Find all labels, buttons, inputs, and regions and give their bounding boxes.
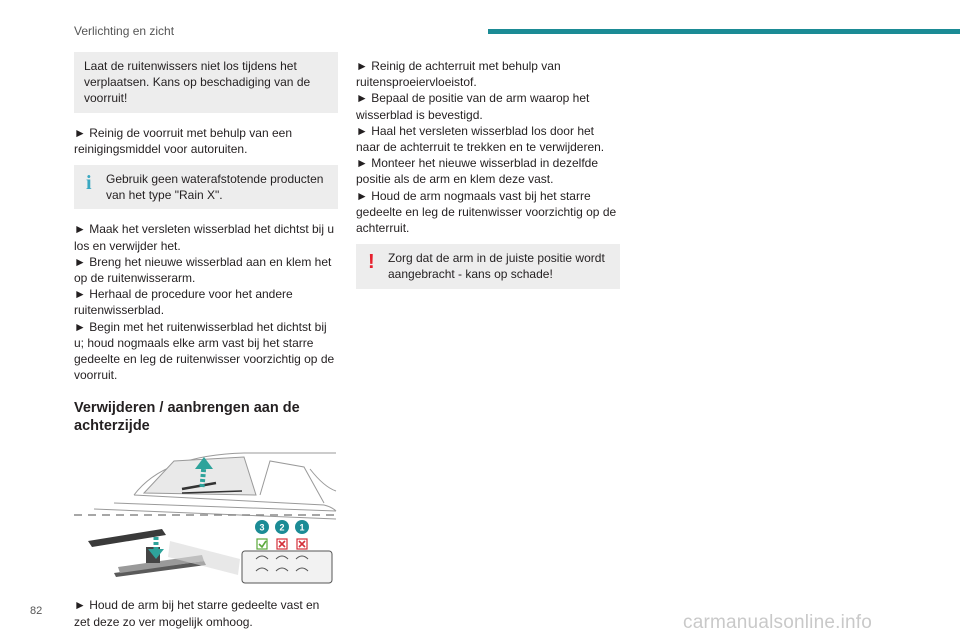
warning-box: [356, 244, 620, 288]
step-item: ► Breng het nieuwe wisserblad aan en klem het op de ruitenwisserarm.: [74, 254, 332, 286]
car-rear-drawing: [94, 453, 336, 519]
header-accent-bar: [488, 29, 960, 34]
cross-icon: [297, 539, 307, 549]
section-heading: Verwijderen / aanbrengen aan de achterzijde: [74, 400, 300, 435]
header-section-title: Verlichting en zicht: [74, 24, 175, 38]
info-box: [74, 165, 338, 209]
right-column: [356, 58, 620, 289]
clip-positions-drawing: [242, 551, 332, 583]
step-item: ► Maak het versleten wisserblad het dichtst bij u los en verwijder het.: [74, 222, 334, 253]
watermark: carmanualsonline.info: [683, 612, 873, 633]
step-badges: [255, 520, 309, 534]
badge-1: 1: [299, 522, 305, 533]
rear-wiper-illustration: [74, 447, 338, 585]
step-item: ► Herhaal de procedure voor het andere ruitenwisserblad.: [74, 287, 293, 318]
warning-icon: !: [368, 251, 375, 274]
badge-3: 3: [259, 522, 265, 533]
step-hold-arm: ► Houd de arm bij het starre gedeelte vast en zet deze zo ver mogelijk omhoog.: [74, 598, 320, 629]
step-item: ► Houd de arm nogmaals vast bij het starre gedeelte en leg de ruitenwisser voorzichtig op de achterruit.: [356, 188, 617, 236]
step-item: ► Reinig de achterruit met behulp van ruitensproeiervloeistof.: [356, 59, 561, 90]
step-clean-windscreen: ► Reinig de voorruit met behulp van een reinigingsmiddel voor autoruiten.: [74, 125, 293, 156]
left-column: [74, 52, 338, 630]
step-item: ► Bepaal de positie van de arm waarop het wisserblad is bevestigd.: [356, 91, 590, 122]
notice-box: [74, 52, 338, 113]
step-item: ► Haal het versleten wisserblad los door het naar de achterruit te trekken en te verwijderen.: [356, 123, 605, 155]
info-text: Gebruik geen waterafstotende producten van het type "Rain X".: [106, 172, 324, 203]
info-icon: i: [86, 172, 92, 195]
badge-2: 2: [279, 522, 285, 533]
check-icon: [257, 539, 267, 549]
step-item: ► Monteer het nieuwe wisserblad in dezelfde positie als de arm en klem deze vast.: [356, 156, 599, 187]
notice-text: Laat de ruitenwissers niet los tijdens het verplaatsen. Kans op beschadiging van de voorruit!: [84, 59, 311, 106]
warning-text: Zorg dat de arm in de juiste positie wordt aangebracht - kans op schade!: [388, 251, 605, 282]
cross-icon: [277, 539, 287, 549]
step-item: ► Begin met het ruitenwisserblad het dichtst bij u; houd nogmaals elke arm vast bij het starre gedeelte en leg de ruitenwisser voorzichtig op de voorruit.: [74, 319, 335, 383]
page-number: 82: [30, 605, 43, 617]
